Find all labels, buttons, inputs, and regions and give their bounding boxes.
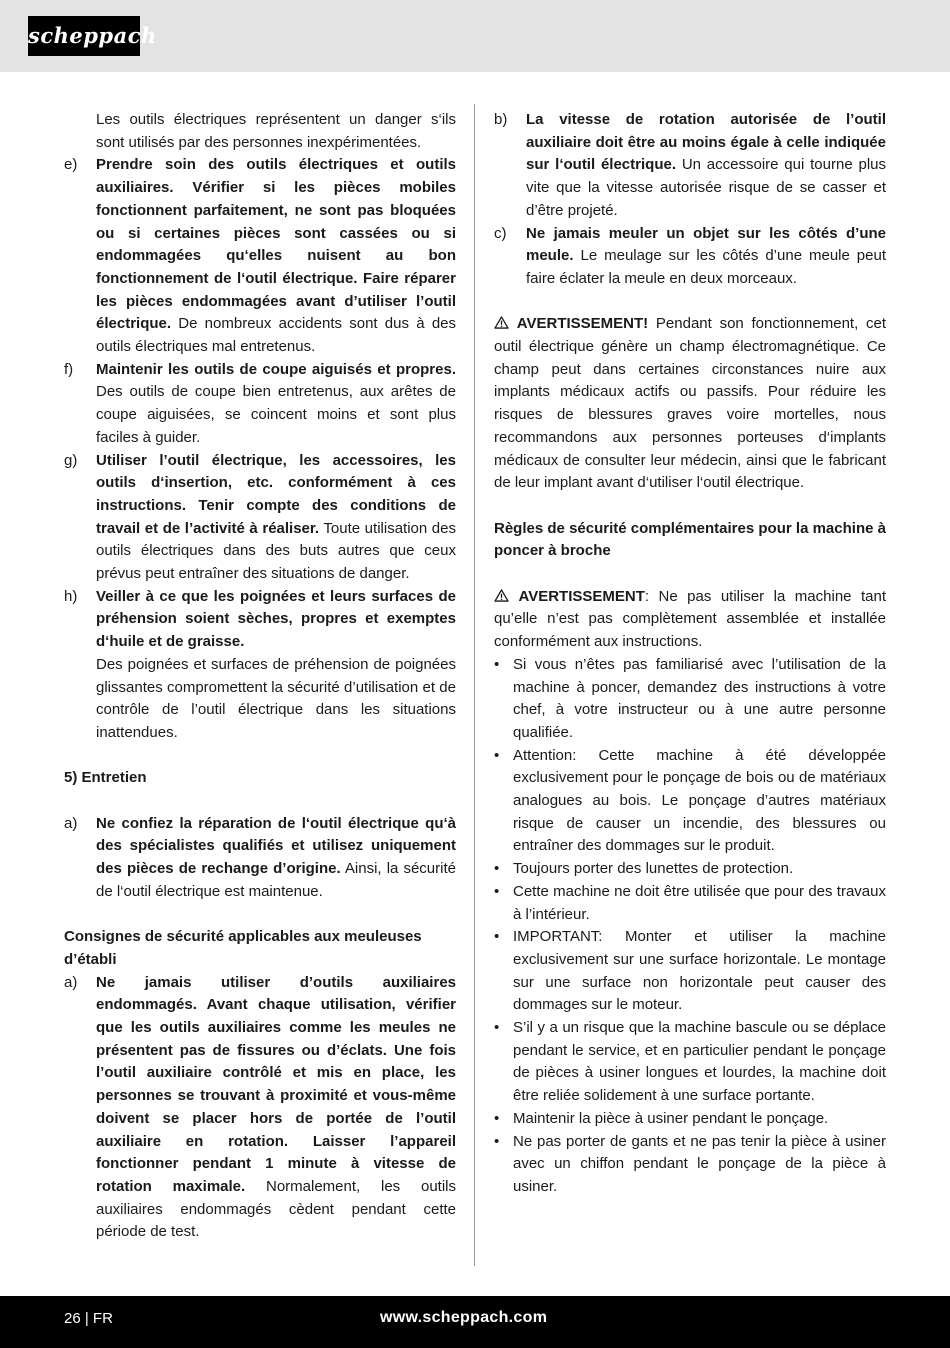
bullet-text: Attention: Cette machine à été développée exclusivement pour le ponçage de bois ou de matériaux analogues au bois. Le ponçage d’autres matériaux risque de causer un incendie, des blessures ou entraîner des dommages sur le produit.	[513, 746, 886, 855]
bullet-dot: •	[494, 655, 500, 673]
list-label: f)	[64, 360, 74, 378]
item-bold-text: Ne jamais meuler un objet sur les côtés d’une meule.	[526, 224, 886, 265]
column-divider	[474, 104, 475, 1266]
bullet-dot: •	[494, 928, 500, 946]
list-label: h)	[64, 587, 78, 605]
bullet-dot: •	[494, 1132, 500, 1150]
bullet-text: Toujours porter des lunettes de protection.	[513, 860, 794, 878]
item-bold-text: Prendre soin des outils électriques et outils auxiliaires. Vérifier si les pièces mobiles fonctionnent parfaitement, ne sont pas bloquées ou si certaines pièces sont cassées ou si endommagées qu‘elles nuisent au bon fonctionnement de l‘outil électrique. Faire réparer les pièces endommagées avant d’utiliser l’outil électrique.	[96, 156, 456, 333]
warning-paragraph-assembly	[494, 586, 886, 654]
bullet-dot: •	[494, 1109, 500, 1127]
list-item-c	[494, 223, 886, 291]
warning-paragraph-emf	[494, 313, 886, 495]
bullet-item	[494, 1131, 886, 1199]
bullet-item	[494, 745, 886, 859]
item-text: Toute utilisation des outils électriques dans des buts autres que ceux prévus peut entraîner des situations de danger.	[96, 519, 456, 583]
list-item-f	[64, 359, 456, 450]
item-bold-text: Veiller à ce que les poignées et leurs surfaces de préhension soient sèches, propres et exemptes d‘huile et de graisse.	[96, 587, 456, 651]
bullet-dot: •	[494, 746, 500, 764]
bullet-item	[494, 881, 886, 926]
warning-triangle-icon	[494, 316, 509, 329]
intro-text: Les outils électriques représentent un danger s‘ils sont utilisés par des personnes inexpérimentées.	[96, 111, 456, 151]
warning-label: AVERTISSEMENT	[518, 587, 645, 605]
item-bold-text: Ne jamais utiliser d’outils auxiliaires endommagés. Avant chaque utilisation, vérifier que les outils auxiliaires comme les meules ne présentent pas de fissures ou d’éclats. Une fois l’outil auxiliaire contrôlé et mis en place, les personnes se trouvant à proximité et vous-même doivent se placer hors de portée de l’outil auxiliaire en rotation. Laisser l’appareil fonctionner pendant 1 minute à vitesse de rotation maximale.	[96, 973, 456, 1195]
item-bold-text: Maintenir les outils de coupe aiguisés et propres.	[96, 360, 456, 378]
item-text: Des outils de coupe bien entretenus, aux arêtes de coupe aiguisées, se coincent moins et sont plus faciles à guider.	[96, 383, 456, 446]
bullet-text: S’il y a un risque que la machine bascule ou se déplace pendant le service, et en particulier pendant le ponçage de pièces à usiner longues et lourdes, la machine doit être reliée solidement à une surface portante.	[513, 1019, 886, 1105]
item-bold-text: Ne confiez la réparation de l‘outil électrique qu‘à des spécialistes qualifiés et utilisez uniquement des pièces de rechange d’origine.	[96, 814, 456, 878]
item-bold-text: Utiliser l’outil électrique, les accessoires, les outils d‘insertion, etc. conformément à ces instructions. Tenir compte des conditions de travail et de l’activité à réaliser.	[96, 451, 456, 537]
list-item-h	[64, 586, 456, 654]
list-item-a-meuleuses	[64, 972, 456, 1244]
website-url: www.scheppach.com	[380, 1309, 548, 1326]
bullet-dot: •	[494, 860, 500, 878]
item-text: Normalement, les outils auxiliaires endommagés cèdent pendant cette période de test.	[96, 1178, 456, 1241]
item-text: De nombreux accidents sont dus à des outils électriques mal entretenus.	[96, 315, 456, 356]
right-column	[494, 109, 886, 1199]
item-text: Ainsi, la sécurité de l‘outil électrique est maintenue.	[96, 860, 456, 900]
item-bold-text: La vitesse de rotation autorisée de l’outil auxiliaire doit être au moins égale à celle indiquée sur l‘outil électrique.	[526, 111, 886, 174]
warning-label: AVERTISSEMENT!	[516, 315, 649, 333]
list-item-b	[494, 109, 886, 223]
item-text: Le meulage sur les côtés d’une meule peut faire éclater la meule en deux morceaux.	[526, 247, 886, 287]
section-heading-meuleuses: Consignes de sécurité applicables aux meuleuses d’établi	[64, 928, 422, 968]
bullet-item	[494, 654, 886, 745]
scheppach-logo: scheppach	[28, 16, 140, 56]
warning-text: : Ne pas utiliser la machine tant qu’elle n’est pas complètement assemblée et installée conformément aux instructions.	[494, 587, 886, 651]
list-item-a-entretien	[64, 813, 456, 904]
bullet-text: Ne pas porter de gants et ne pas tenir la pièce à usiner avec un chiffon pendant le ponçage de la pièce à usiner.	[513, 1132, 886, 1195]
section-heading-regles: Règles de sécurité complémentaires pour la machine à poncer à broche	[494, 519, 886, 560]
bullet-item	[494, 1017, 886, 1108]
list-label: a)	[64, 814, 78, 832]
warning-text: Pendant son fonctionnement, cet outil électrique génère un champ électromagnétique. Ce champ peut dans certaines circonstances nuire aux implants médicaux actifs ou passifs. Pour réduire les risques de blessures graves voire mortelles, nous recommandons aux personnes porteuses d‘implants médicaux de consulter leur médecin, ainsi que le fabricant de leur implant avant d‘utiliser l‘outil électrique.	[494, 315, 887, 492]
page-number: 26 | FR	[64, 1310, 113, 1327]
bullet-item	[494, 926, 886, 1017]
list-label: a)	[64, 973, 78, 991]
bullet-text: Si vous n’êtes pas familiarisé avec l’utilisation de la machine à poncer, demandez des instructions à votre chef, à votre instructeur ou à une autre personne qualifiée.	[513, 655, 886, 741]
item-h-text: Des poignées et surfaces de préhension de poignées glissantes compromettent la sécurité d’utilisation et de contrôle de l’outil électrique dans les situations inattendues.	[96, 655, 456, 741]
bullet-text: Maintenir la pièce à usiner pendant le ponçage.	[513, 1109, 829, 1127]
warning-triangle-icon	[494, 589, 509, 602]
list-label: g)	[64, 451, 78, 469]
bullet-dot: •	[494, 1019, 500, 1037]
left-column	[64, 109, 456, 1244]
bullet-item	[494, 1108, 886, 1131]
section-heading-entretien: 5) Entretien	[64, 769, 147, 787]
bullet-item	[494, 858, 886, 881]
list-label: b)	[494, 111, 508, 128]
list-label: c)	[494, 224, 507, 242]
bullet-text: Cette machine ne doit être utilisée que pour des travaux à l’intérieur.	[513, 882, 886, 923]
page-footer	[0, 1296, 950, 1348]
list-item-e	[64, 154, 456, 358]
page-header	[0, 0, 950, 72]
list-item-g	[64, 450, 456, 586]
item-text: Un accessoire qui tourne plus vite que la vitesse autorisée risque de se casser et d’être projeté.	[526, 156, 887, 219]
bullet-dot: •	[494, 882, 500, 900]
list-label: e)	[64, 156, 78, 174]
bullet-text: IMPORTANT: Monter et utiliser la machine exclusivement sur une surface horizontale. Le montage sur une surface non horizontale peut causer des dommages sur le moteur.	[513, 928, 886, 1014]
